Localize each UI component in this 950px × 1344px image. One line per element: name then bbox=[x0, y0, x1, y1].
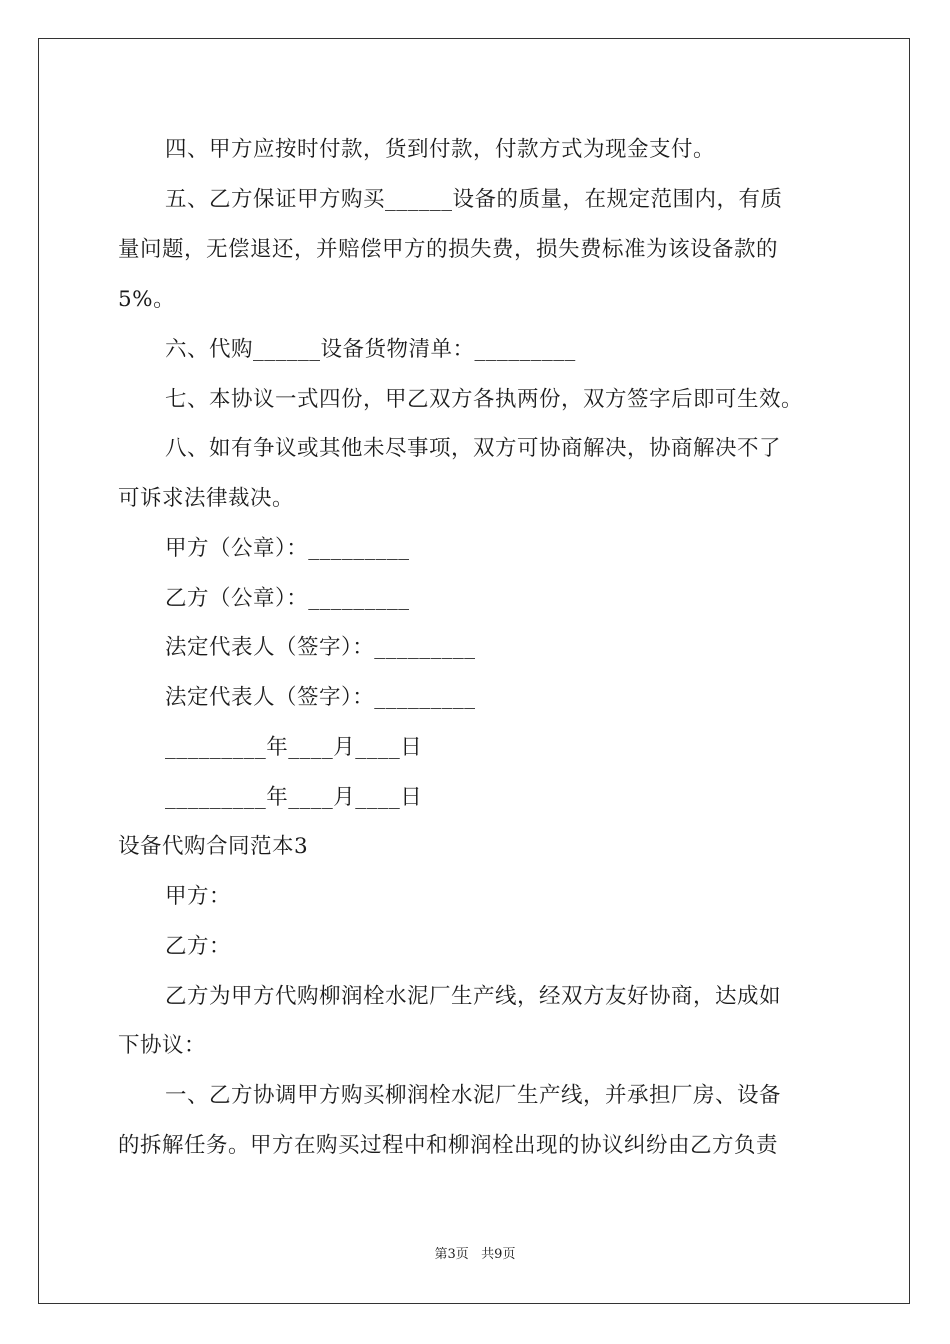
page-number: 第3页 共9页 bbox=[434, 1247, 516, 1262]
section-title: 设备代购合同范本3 bbox=[118, 834, 309, 859]
clause-1-line-2: 的拆解任务。甲方在购买过程中和柳润栓出现的协议纠纷由乙方负责 bbox=[118, 1133, 779, 1158]
party-b-label: 乙方： bbox=[165, 934, 232, 959]
intro-line-1: 乙方为甲方代购柳润栓水泥厂生产线，经双方友好协商，达成如 bbox=[165, 984, 782, 1009]
clause-6: 六、代购______设备货物清单：_________ bbox=[165, 337, 576, 362]
clause-5-line-3: 5%。 bbox=[118, 287, 176, 312]
clause-1-line-1: 一、乙方协调甲方购买柳润栓水泥厂生产线，并承担厂房、设备 bbox=[165, 1083, 782, 1108]
clause-4: 四、甲方应按时付款，货到付款，付款方式为现金支付。 bbox=[165, 137, 716, 162]
legal-rep-signature-2: 法定代表人（签字）：_________ bbox=[165, 685, 476, 710]
date-line-1: _________年____月____日 bbox=[165, 735, 423, 760]
clause-5-line-1: 五、乙方保证甲方购买______设备的质量，在规定范围内，有质 bbox=[165, 187, 783, 212]
clause-7: 七、本协议一式四份，甲乙双方各执两份，双方签字后即可生效。 bbox=[165, 387, 804, 412]
party-a-label: 甲方： bbox=[165, 884, 232, 909]
page-border bbox=[38, 38, 910, 1304]
legal-rep-signature-1: 法定代表人（签字）：_________ bbox=[165, 635, 476, 660]
date-line-2: _________年____月____日 bbox=[165, 785, 423, 810]
party-b-seal: 乙方（公章）：_________ bbox=[165, 586, 410, 611]
intro-line-2: 下协议： bbox=[118, 1033, 207, 1058]
clause-8-line-2: 可诉求法律裁决。 bbox=[118, 486, 295, 511]
clause-8-line-1: 八、如有争议或其他未尽事项，双方可协商解决，协商解决不了 bbox=[165, 436, 782, 461]
clause-5-line-2: 量问题，无偿退还，并赔偿甲方的损失费，损失费标准为该设备款的 bbox=[118, 237, 779, 262]
party-a-seal: 甲方（公章）：_________ bbox=[165, 536, 410, 561]
